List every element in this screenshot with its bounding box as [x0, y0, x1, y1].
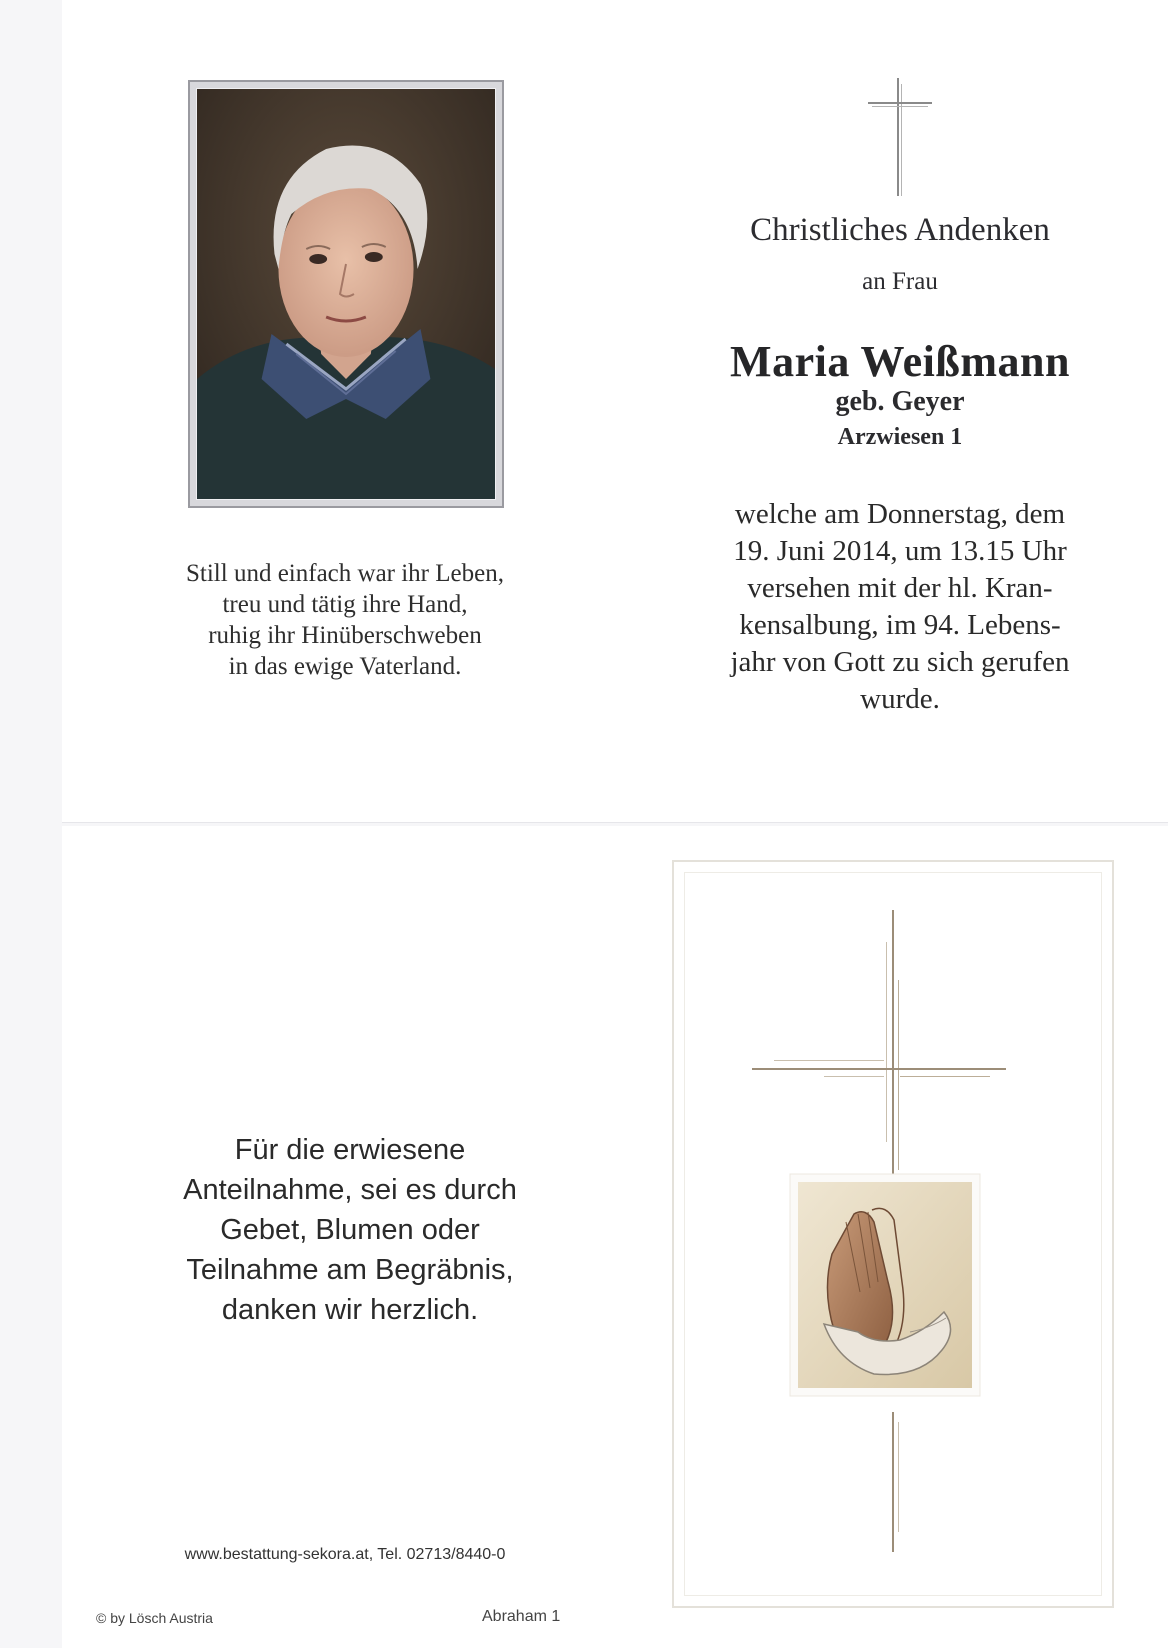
portrait-photo [197, 89, 495, 499]
thanks-line: Gebet, Blumen oder [220, 1214, 480, 1246]
maiden-name: geb. Geyer [835, 386, 965, 417]
praying-hands-image [790, 1174, 980, 1396]
deceased-name: Maria Weißmann [730, 337, 1070, 386]
poem-line: in das ewige Vaterland. [228, 653, 462, 680]
death-notice-line: kensalbung, im 94. Lebens- [739, 609, 1061, 641]
thanks-line: Anteilnahme, sei es durch [183, 1174, 517, 1206]
memorial-heading: Christliches Andenken [750, 212, 1050, 248]
thanks-line: danken wir herzlich. [221, 1294, 479, 1326]
funeral-home-contact: www.bestattung-sekora.at, Tel. 02713/8440-0 [184, 1546, 506, 1563]
death-notice-line: 19. Juni 2014, um 13.15 Uhr [733, 535, 1067, 567]
death-notice-line: jahr von Gott zu sich gerufen [730, 646, 1070, 678]
cross-icon [868, 78, 932, 206]
thanks-line: Teilnahme am Begräbnis, [186, 1254, 514, 1286]
death-notice-line: wurde. [860, 683, 940, 715]
portrait-frame [188, 80, 504, 508]
death-notice-line: welche am Donnerstag, dem [734, 498, 1066, 530]
cross-icon [674, 862, 1116, 1610]
copyright-notice: © by Lösch Austria [96, 1610, 213, 1626]
poem-line: treu und tätig ihre Hand, [222, 591, 468, 618]
address: Arzwiesen 1 [837, 424, 963, 450]
death-notice-line: versehen mit der hl. Kran- [747, 572, 1053, 604]
card-model-name: Abraham 1 [482, 1608, 561, 1625]
death-notice [680, 496, 1120, 718]
poem-line: ruhig ihr Hinüberschweben [208, 622, 482, 649]
salutation: an Frau [862, 268, 938, 295]
poem-verse [150, 558, 540, 682]
ornament-panel [672, 860, 1114, 1608]
thanks-line: Für die erwiesene [234, 1134, 466, 1166]
poem-line: Still und einfach war ihr Leben, [186, 560, 504, 587]
thanks-message [140, 1130, 560, 1330]
